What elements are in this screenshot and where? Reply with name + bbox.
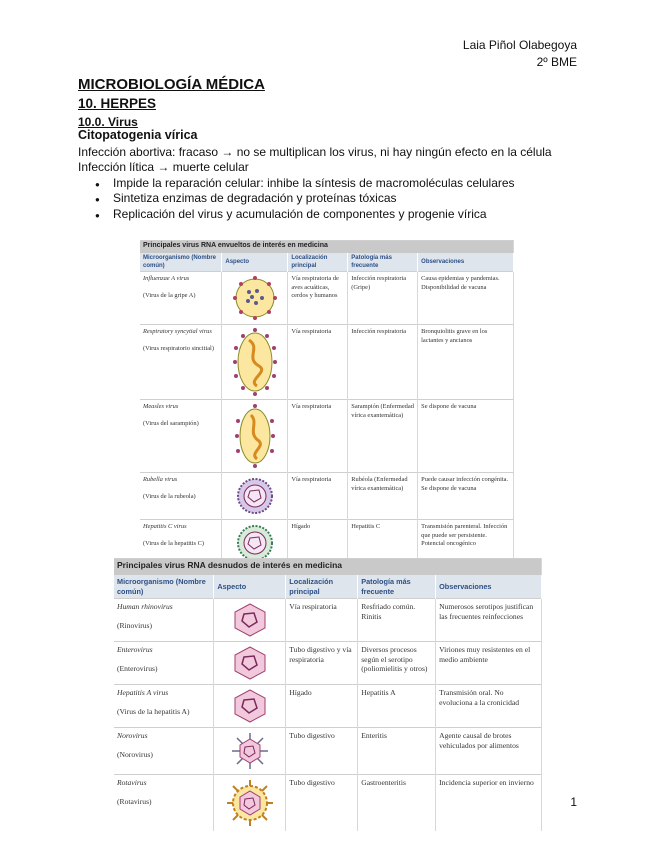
location-cell: Hígado xyxy=(286,685,358,728)
location-cell: Tubo digestivo y vía respiratoria xyxy=(286,642,358,685)
notes-cell: Puede causar infección congénita. Se dispone de vacuna xyxy=(418,473,514,520)
rsv-virus-icon xyxy=(222,325,288,400)
notes-cell: Incidencia superior en invierno xyxy=(436,775,542,832)
common-name: (Virus de la hepatitis C) xyxy=(143,539,205,547)
table-row xyxy=(140,473,514,520)
pathology-cell: Enteritis xyxy=(358,728,436,775)
table-row xyxy=(114,685,542,728)
location-cell: Vía respiratoria xyxy=(286,599,358,642)
notes-cell: Numerosos serotipos justifican las frecuentes reinfecciones xyxy=(436,599,542,642)
location-cell: Tubo digestivo xyxy=(286,775,358,832)
section-heading: 10. HERPES xyxy=(78,96,157,111)
pathology-cell: Hepatitis C xyxy=(348,520,418,567)
notes-cell: Agente causal de brotes vehiculados por alimentos xyxy=(436,728,542,775)
table-row xyxy=(114,642,542,685)
pathology-cell: Gastroenteritis xyxy=(358,775,436,832)
pathology-cell: Hepatitis A xyxy=(358,685,436,728)
common-name: (Virus del sarampión) xyxy=(143,419,199,427)
table-row xyxy=(114,728,542,775)
organism-name: Norovirus xyxy=(117,731,148,740)
enterovirus-icon xyxy=(214,642,286,685)
rotavirus-icon xyxy=(214,775,286,832)
bullet-text: Replicación del virus y acumulación de componentes y progenie vírica xyxy=(113,207,487,221)
common-name: (Rotavirus) xyxy=(117,797,152,806)
organism-name: Human rhinovirus xyxy=(117,602,173,611)
enveloped-rna-virus-table xyxy=(140,240,514,566)
bullet-item xyxy=(95,207,487,222)
organism-cell xyxy=(140,400,222,473)
table-row xyxy=(140,325,514,400)
norovirus-icon xyxy=(214,728,286,775)
pathology-cell: Infección respiratoria xyxy=(348,325,418,400)
organism-name: Rubella virus xyxy=(143,476,178,484)
organism-cell xyxy=(114,775,214,832)
notes-cell: Bronquiolitis grave en los lactantes y ancianos xyxy=(418,325,514,400)
organism-name: Hepatitis C virus xyxy=(143,523,187,531)
notes-cell: Viriones muy resistentes en el medio ambiente xyxy=(436,642,542,685)
table-row xyxy=(140,272,514,325)
bullet-text: Sintetiza enzimas de degradación y proteínas tóxicas xyxy=(113,191,397,205)
location-cell: Vía respiratoria xyxy=(288,473,348,520)
organism-cell xyxy=(140,473,222,520)
location-cell: Tubo digestivo xyxy=(286,728,358,775)
influenza-virus-icon xyxy=(222,272,288,325)
organism-cell xyxy=(140,272,222,325)
organism-cell xyxy=(114,642,214,685)
notes-cell: Causa epidemias y pandemias. Disponibilidad de vacuna xyxy=(418,272,514,325)
organism-name: Measles virus xyxy=(143,403,179,411)
organism-cell xyxy=(140,325,222,400)
common-name: (Enterovirus) xyxy=(117,664,158,673)
column-header: Localización principal xyxy=(288,253,348,272)
paragraph: Infección abortiva: fracaso → no se multiplican los virus, ni hay ningún efecto en la célula xyxy=(78,145,552,159)
pathology-cell: Infección respiratoria (Gripe) xyxy=(348,272,418,325)
subheading: Citopatogenia vírica xyxy=(78,128,198,142)
organism-name: Hepatitis A virus xyxy=(117,688,169,697)
column-header: Microorganismo (Nombre común) xyxy=(114,575,214,599)
pathology-cell: Rubéola (Enfermedad vírica exantemática) xyxy=(348,473,418,520)
column-header: Aspecto xyxy=(214,575,286,599)
table-row xyxy=(114,599,542,642)
organism-name: Enterovirus xyxy=(117,645,153,654)
common-name: (Virus de la gripe A) xyxy=(143,291,196,299)
column-header: Localización principal xyxy=(286,575,358,599)
subsection-heading: 10.0. Virus xyxy=(78,115,138,129)
organism-cell xyxy=(114,685,214,728)
organism-cell xyxy=(114,599,214,642)
column-header: Observaciones xyxy=(436,575,542,599)
organism-name: Rotavirus xyxy=(117,778,147,787)
organism-name: Respiratory syncytial virus xyxy=(143,328,212,336)
bullet-item xyxy=(95,176,515,191)
column-header: Patología más frecuente xyxy=(348,253,418,272)
hepatitis-a-virus-icon xyxy=(214,685,286,728)
common-name: (Norovirus) xyxy=(117,750,153,759)
table-caption: Principales virus RNA envueltos de interés en medicina xyxy=(140,241,514,254)
page-number: 1 xyxy=(570,795,577,809)
organism-name: Influenzae A virus xyxy=(143,275,190,283)
header-course: 2º BME xyxy=(536,55,577,69)
paragraph: Infección lítica → muerte celular xyxy=(78,160,249,174)
common-name: (Rinovirus) xyxy=(117,621,153,630)
rhinovirus-icon xyxy=(214,599,286,642)
bullet-text: Impide la reparación celular: inhibe la síntesis de macromoléculas celulares xyxy=(113,176,515,190)
common-name: (Virus de la rubeola) xyxy=(143,492,196,500)
notes-cell: Transmisión oral. No evoluciona a la cronicidad xyxy=(436,685,542,728)
bullet-item xyxy=(95,191,397,206)
column-header: Patología más frecuente xyxy=(358,575,436,599)
notes-cell: Se dispone de vacuna xyxy=(418,400,514,473)
location-cell: Hígado xyxy=(288,520,348,567)
pathology-cell: Sarampión (Enfermedad vírica exantemática) xyxy=(348,400,418,473)
table-caption: Principales virus RNA desnudos de interés en medicina xyxy=(114,559,542,576)
header-author: Laia Piñol Olabegoya xyxy=(462,38,577,52)
location-cell: Vía respiratoria xyxy=(288,400,348,473)
table-row xyxy=(114,775,542,832)
notes-cell: Transmisión parenteral. Infección que puede ser persistente. Potencial oncogénico xyxy=(418,520,514,567)
organism-cell xyxy=(114,728,214,775)
pathology-cell: Diversos procesos según el serotipo (poliomielitis y otros) xyxy=(358,642,436,685)
column-header: Aspecto xyxy=(222,253,288,272)
location-cell: Vía respiratoria de aves acuáticas, cerdos y humanos xyxy=(288,272,348,325)
document-title: MICROBIOLOGÍA MÉDICA xyxy=(78,76,265,93)
common-name: (Virus respiratorio sincitial) xyxy=(143,344,214,352)
column-header: Microorganismo (Nombre común) xyxy=(140,253,222,272)
column-header: Observaciones xyxy=(418,253,514,272)
location-cell: Vía respiratoria xyxy=(288,325,348,400)
naked-rna-virus-table xyxy=(114,558,542,831)
table-row xyxy=(140,400,514,473)
rubella-virus-icon xyxy=(222,473,288,520)
common-name: (Virus de la hepatitis A) xyxy=(117,707,190,716)
measles-virus-icon xyxy=(222,400,288,473)
pathology-cell: Resfriado común. Rinitis xyxy=(358,599,436,642)
